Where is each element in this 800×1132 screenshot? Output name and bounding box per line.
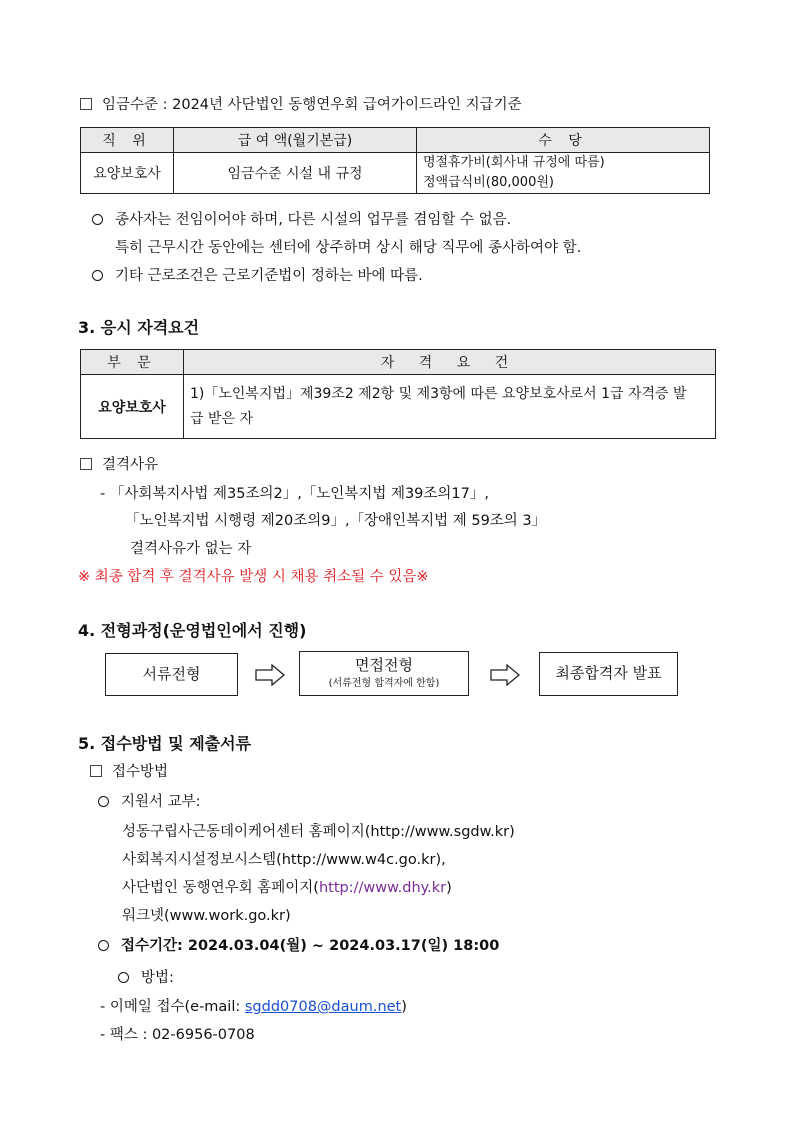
header-position: 직 위 xyxy=(81,128,174,153)
disqualification-warning: ※ 최종 합격 후 결격사유 발생 시 채용 취소될 수 있음※ xyxy=(78,569,429,585)
checkbox-square-icon xyxy=(80,98,92,110)
disqualification-line-1: - 「사회복지사법 제35조의2」,「노인복지법 제39조의17」, xyxy=(100,486,489,502)
wage-table-header xyxy=(81,128,710,153)
section4-title: 4. 전형과정(운영법인에서 진행) xyxy=(78,621,307,640)
application-period: 접수기간: 2024.03.04(월) ~ 2024.03.17(일) 18:00 xyxy=(98,934,499,955)
site-sgdw: 성동구립사근동데이케어센터 홈페이지(http://www.sgdw.kr) xyxy=(122,824,515,840)
method-label: 접수방법 xyxy=(90,760,168,781)
qualification-table xyxy=(80,349,716,439)
checkbox-square-icon xyxy=(80,458,92,470)
cell-department: 요양보호사 xyxy=(81,375,184,439)
table-row xyxy=(81,375,716,439)
wage-note-2: 특히 근무시간 동안에는 센터에 상주하며 상시 해당 직무에 종사하여야 함. xyxy=(115,240,582,256)
right-arrow-icon xyxy=(255,664,285,686)
header-allowance: 수 당 xyxy=(417,128,710,153)
site-w4c: 사회복지시설정보시스템(http://www.w4c.go.kr), xyxy=(122,852,446,868)
bullet-circle-icon xyxy=(92,270,103,281)
wage-note-3: 기타 근로조건은 근로기준법이 정하는 바에 따름. xyxy=(92,264,423,285)
wage-note-1: 종사자는 전임이어야 하며, 다른 시설의 업무를 겸임할 수 없음. xyxy=(92,208,511,229)
cell-salary: 임금수준 시설 내 규정 xyxy=(174,153,417,194)
site-dhy: 사단법인 동행연우회 홈페이지(http://www.dhy.kr) xyxy=(122,880,452,896)
flow-step-interview: 면접전형 (서류전형 합격자에 한함) xyxy=(299,651,469,696)
wage-heading: 임금수준 : 2024년 사단법인 동행연우회 급여가이드라인 지급기준 xyxy=(80,93,522,114)
header-salary: 급 여 액(월기본급) xyxy=(174,128,417,153)
bullet-circle-icon xyxy=(92,214,103,225)
section5-title: 5. 접수방법 및 제출서류 xyxy=(78,734,252,753)
fax-line: - 팩스 : 02-6956-0708 xyxy=(100,1027,255,1043)
dhy-link[interactable]: http://www.dhy.kr xyxy=(318,880,447,896)
qualification-table-header xyxy=(81,350,716,375)
disqualification-line-3: 결격사유가 없는 자 xyxy=(130,541,252,557)
flow-step-final: 최종합격자 발표 xyxy=(539,652,678,696)
header-requirement: 자 격 요 건 xyxy=(184,350,716,375)
email-line: - 이메일 접수(e-mail: sgdd0708@daum.net) xyxy=(100,999,407,1015)
distribution-label: 지원서 교부: xyxy=(98,790,201,811)
bullet-circle-icon xyxy=(98,940,109,951)
cell-position: 요양보호사 xyxy=(81,153,174,194)
section3-title: 3. 응시 자격요건 xyxy=(78,318,200,337)
flow-step-document: 서류전형 xyxy=(105,653,238,696)
disqualification-line-2: 「노인복지법 시행령 제20조의9」,「장애인복지법 제 59조의 3」 xyxy=(125,513,547,529)
cell-allowance: 명절휴가비(회사내 규정에 따름) 정액급식비(80,000원) xyxy=(417,153,710,194)
cell-requirement: 1)「노인복지법」제39조2 제2항 및 제3항에 따른 요양보호사로서 1급 자격증 발 급 받은 자 xyxy=(184,375,716,439)
checkbox-square-icon xyxy=(90,765,102,777)
table-row xyxy=(81,153,710,194)
bullet-circle-icon xyxy=(98,796,109,807)
email-link[interactable]: sgdd0708@daum.net xyxy=(244,999,402,1015)
bullet-circle-icon xyxy=(118,972,129,983)
right-arrow-icon xyxy=(490,664,520,686)
site-worknet: 워크넷(www.work.go.kr) xyxy=(122,908,291,924)
header-department: 부 문 xyxy=(81,350,184,375)
how-label: 방법: xyxy=(118,966,174,987)
wage-table xyxy=(80,127,710,194)
disqualification-label: 결격사유 xyxy=(80,453,158,474)
